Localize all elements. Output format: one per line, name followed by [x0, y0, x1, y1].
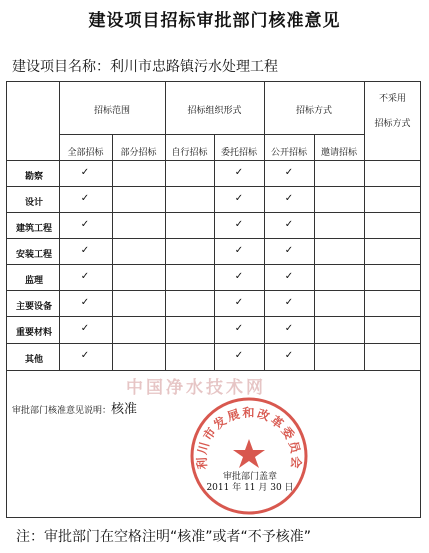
check-mark: ✓	[234, 193, 244, 204]
table-hline	[6, 343, 421, 344]
group-header-method: 招标方式	[295, 106, 332, 116]
check-mark: ✓	[284, 167, 294, 178]
table-vline	[214, 134, 215, 370]
group-header-not-used-1: 不采用	[378, 94, 406, 104]
check-mark: ✓	[80, 297, 90, 308]
opinion-value: 核准	[111, 402, 138, 417]
form-title: 建设项目招标审批部门核准意见	[88, 11, 341, 31]
subheader-self: 自行招标	[171, 148, 208, 158]
check-mark: ✓	[284, 219, 294, 230]
check-mark: ✓	[80, 167, 90, 178]
table-hline	[6, 238, 421, 239]
footer-note: 注：审批部门在空格注明“核准”或者“不予核准”	[16, 529, 312, 545]
watermark-text: 中国净水技术网	[126, 378, 266, 398]
row-label: 勘察	[24, 172, 43, 182]
check-mark: ✓	[234, 297, 244, 308]
table-vline	[314, 134, 315, 370]
seal-ring-text: 利川市发展和改革委员会	[194, 405, 304, 471]
check-mark: ✓	[234, 323, 244, 334]
check-mark: ✓	[284, 297, 294, 308]
opinion-line	[12, 398, 137, 417]
row-label: 建筑工程	[15, 224, 52, 234]
check-mark: ✓	[284, 271, 294, 282]
row-label: 主要设备	[15, 302, 52, 312]
table-hline	[6, 316, 421, 317]
group-header-scope: 招标范围	[93, 106, 130, 116]
check-mark: ✓	[80, 245, 90, 256]
row-label: 监理	[24, 276, 43, 286]
check-mark: ✓	[80, 271, 90, 282]
subheader-partial: 部分招标	[120, 148, 157, 158]
table-hline	[6, 212, 421, 213]
row-label: 其他	[24, 355, 43, 365]
check-mark: ✓	[80, 193, 90, 204]
check-mark: ✓	[284, 193, 294, 204]
check-mark: ✓	[234, 219, 244, 230]
check-mark: ✓	[234, 167, 244, 178]
subheader-all: 全部招标	[67, 148, 104, 158]
subheader-entrusted: 委托招标	[220, 148, 257, 158]
check-mark: ✓	[234, 245, 244, 256]
official-seal	[188, 395, 310, 517]
project-name-value: 利川市忠路镇污水处理工程	[110, 59, 278, 75]
check-mark: ✓	[284, 350, 294, 361]
table-vline	[165, 81, 166, 370]
check-mark: ✓	[284, 323, 294, 334]
table-vline	[264, 81, 265, 370]
table-hline	[6, 264, 421, 265]
group-header-org-form: 招标组织形式	[187, 106, 242, 116]
subheader-invited: 邀请招标	[320, 148, 357, 158]
check-mark: ✓	[234, 271, 244, 282]
seal-dept-line: 审批部门盖章	[222, 472, 277, 482]
subheader-public: 公开招标	[270, 148, 307, 158]
check-mark: ✓	[284, 245, 294, 256]
check-mark: ✓	[234, 350, 244, 361]
opinion-label: 审批部门核准意见说明：	[12, 406, 112, 416]
table-hline	[6, 186, 421, 187]
row-label: 安装工程	[15, 250, 52, 260]
project-name-line	[12, 56, 278, 76]
row-label: 重要材料	[15, 328, 52, 338]
seal-date: 2011 年 11 月 30 日	[206, 483, 294, 493]
table-hline	[6, 160, 421, 161]
row-label: 设计	[24, 198, 43, 208]
project-name-label: 建设项目名称：	[12, 59, 110, 75]
check-mark: ✓	[80, 219, 90, 230]
check-mark: ✓	[80, 323, 90, 334]
group-header-not-used-2: 招标方式	[374, 119, 411, 129]
table-vline	[112, 134, 113, 370]
table-hline	[6, 290, 421, 291]
seal-star	[233, 439, 265, 468]
table-hline	[6, 370, 421, 371]
check-mark: ✓	[80, 350, 90, 361]
table-hline	[59, 134, 364, 135]
